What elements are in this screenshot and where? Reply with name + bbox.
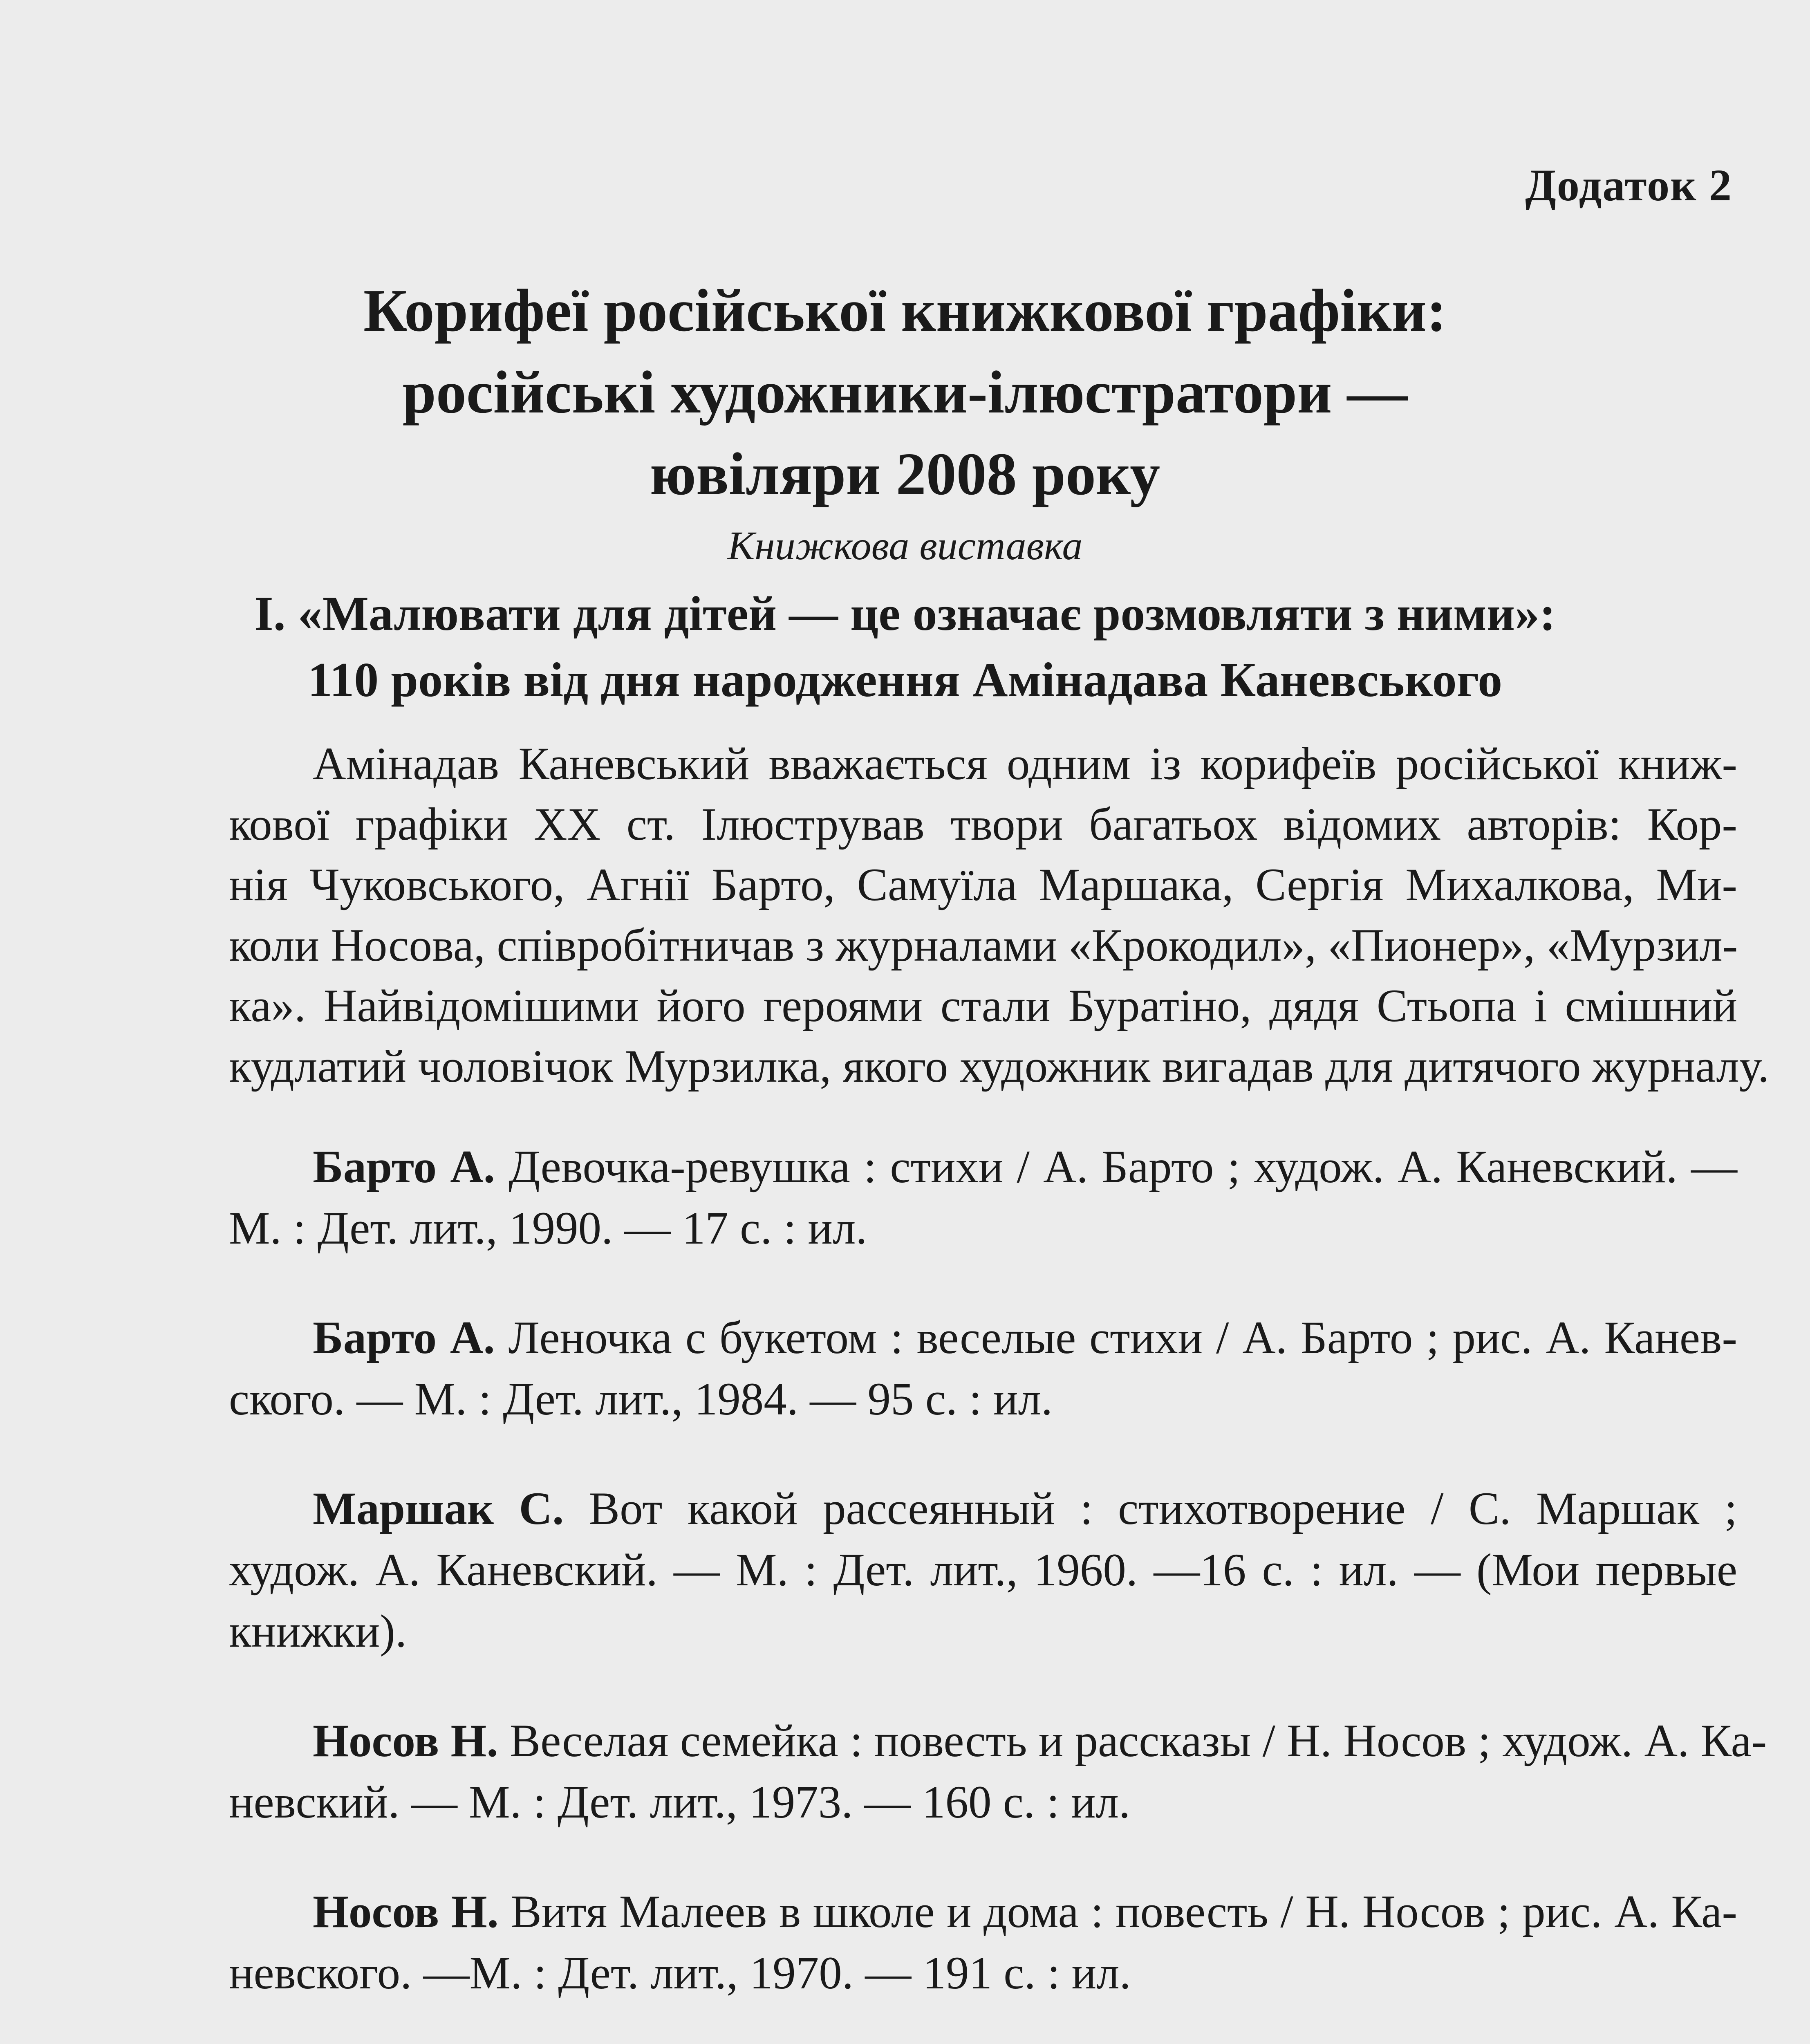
entry-first-line	[229, 1307, 1737, 1369]
bibliography-entry	[229, 1307, 1737, 1430]
entry-first-line	[229, 1881, 1737, 1943]
intro-line: Амінадав Каневський вважається одним із корифеїв російської книж-	[313, 738, 1737, 789]
exhibition-subtitle: Книжкова виставка	[727, 523, 1083, 568]
entry-line: ского. — М. : Дет. лит., 1984. — 95 с. : ил.	[229, 1374, 1053, 1425]
entry-line: невский. — М. : Дет. лит., 1973. — 160 с. : ил.	[229, 1777, 1131, 1828]
entry-first-line	[229, 1710, 1767, 1772]
bibliography-entry	[229, 1478, 1737, 1662]
title-line: російські художники-ілюстратори —	[402, 359, 1408, 426]
appendix-label: Додаток 2	[1525, 160, 1732, 210]
intro-line: кової графіки XX ст. Ілюстрував твори багатьох відомих авторів: Кор-	[229, 799, 1737, 850]
intro-line: ка». Найвідомішими його героями стали Буратіно, дядя Стьопа і смішний	[229, 980, 1737, 1031]
entry-first-line	[229, 1478, 1737, 1540]
section-heading-line: І. «Малювати для дітей — це означає розмовляти з ними»:	[254, 586, 1556, 641]
intro-line: кудлатий чоловічок Мурзилка, якого художник вигадав для дитячого журналу.	[229, 1041, 1770, 1092]
entry-author: Барто А.	[313, 1141, 495, 1192]
intro-paragraph	[229, 734, 1770, 1097]
title-line: ювіляри 2008 року	[650, 441, 1160, 508]
entry-line: книжки).	[229, 1606, 407, 1657]
bibliography-entry	[229, 1881, 1737, 2004]
entry-first-line	[229, 1136, 1737, 1198]
entry-author: Маршак С.	[313, 1483, 564, 1534]
page-title	[0, 270, 1810, 515]
entry-line: М. : Дет. лит., 1990. — 17 с. : ил.	[229, 1203, 867, 1254]
intro-line: нія Чуковського, Агнії Барто, Самуїла Маршака, Сергія Михалкова, Ми-	[229, 859, 1737, 910]
entry-text: Леночка с букетом : веселые стихи / А. Барто ; рис. А. Канев-	[495, 1312, 1737, 1363]
entry-text: Витя Малеев в школе и дома : повесть / Н. Носов ; рис. А. Ка-	[498, 1886, 1738, 1937]
section-heading	[0, 580, 1810, 713]
entry-text: Вот какой рассеянный : стихотворение / С. Маршак ;	[564, 1483, 1737, 1534]
entry-line: невского. —М. : Дет. лит., 1970. — 191 с. : ил.	[229, 1948, 1131, 1999]
entry-text: Веселая семейка : повесть и рассказы / Н. Носов ; худож. А. Ка-	[498, 1715, 1767, 1766]
intro-line: коли Носова, співробітничав з журналами «Крокодил», «Пионер», «Мурзил-	[229, 920, 1738, 971]
title-line: Корифеї російської книжкової графіки:	[363, 277, 1447, 344]
entry-line: худож. А. Каневский. — М. : Дет. лит., 1960. —16 с. : ил. — (Мои первые	[229, 1544, 1737, 1596]
entry-author: Носов Н.	[313, 1886, 499, 1937]
entry-author: Барто А.	[313, 1312, 495, 1363]
bibliography-entry	[229, 1710, 1767, 1833]
entry-text: Девочка-ревушка : стихи / А. Барто ; худож. А. Каневский. —	[495, 1141, 1737, 1192]
entry-author: Носов Н.	[313, 1715, 498, 1766]
bibliography-list	[229, 1136, 1767, 2044]
section-heading-line: 110 років від дня народження Амінадава Каневського	[307, 652, 1503, 707]
bibliography-entry	[229, 1136, 1737, 1259]
